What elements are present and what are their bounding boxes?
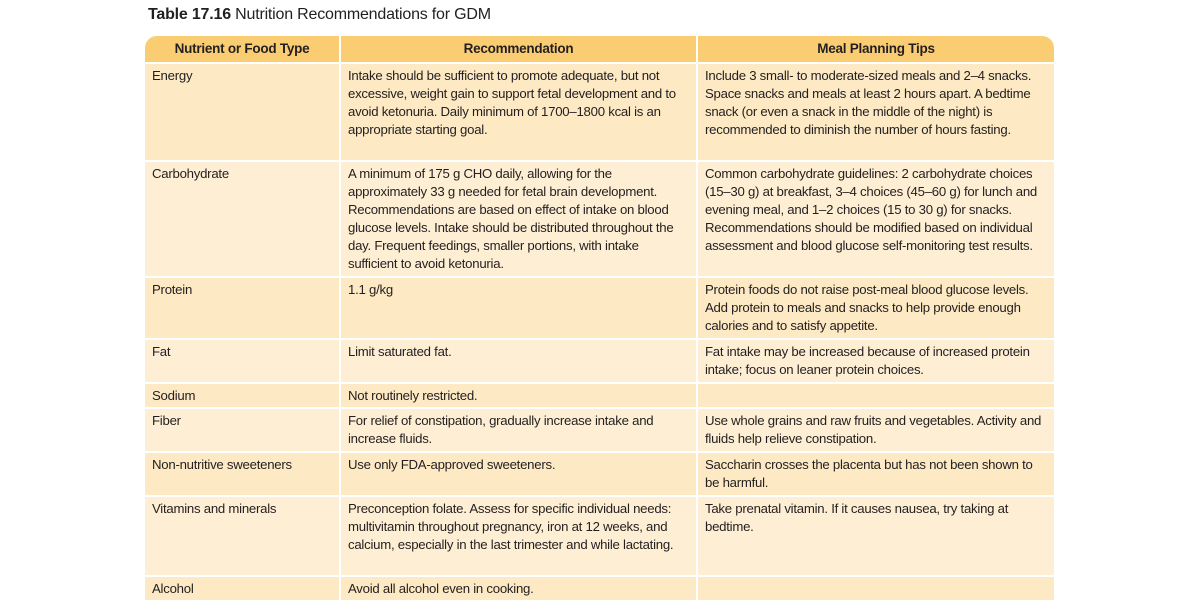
header-row bbox=[145, 36, 1054, 62]
table-row bbox=[145, 382, 1054, 407]
tips-cell: Saccharin crosses the placenta but has not been shown to be harmful. bbox=[698, 451, 1054, 495]
table-row bbox=[145, 495, 1054, 575]
nutrition-table bbox=[145, 36, 1054, 600]
nutrient-cell: Alcohol bbox=[145, 575, 341, 600]
column-header-nutrient: Nutrient or Food Type bbox=[145, 36, 341, 62]
recommendation-cell: Not routinely restricted. bbox=[341, 382, 698, 407]
recommendation-cell: A minimum of 175 g CHO daily, allowing for the approximately 33 g needed for fetal brain development. Recommendations are based on effect of intake on blood glucose levels. Intake should be distributed throughout the day. Frequent feedings, smaller portions, with intake sufficient to avoid ketonuria. bbox=[341, 160, 698, 276]
recommendation-cell: Use only FDA-approved sweeteners. bbox=[341, 451, 698, 495]
tips-cell: Use whole grains and raw fruits and vegetables. Activity and fluids help relieve constipation. bbox=[698, 407, 1054, 451]
tips-cell: Protein foods do not raise post-meal blood glucose levels. Add protein to meals and snacks to help provide enough calories and to satisfy appetite. bbox=[698, 276, 1054, 338]
table-row bbox=[145, 338, 1054, 382]
recommendation-cell: For relief of constipation, gradually increase intake and increase fluids. bbox=[341, 407, 698, 451]
table-row bbox=[145, 276, 1054, 338]
column-header-tips: Meal Planning Tips bbox=[698, 36, 1054, 62]
nutrient-cell: Sodium bbox=[145, 382, 341, 407]
table-row bbox=[145, 62, 1054, 160]
recommendation-cell: Avoid all alcohol even in cooking. bbox=[341, 575, 698, 600]
nutrient-cell: Fat bbox=[145, 338, 341, 382]
tips-cell: Common carbohydrate guidelines: 2 carbohydrate choices (15–30 g) at breakfast, 3–4 choices (45–60 g) for lunch and evening meal, and 1–2 choices (15 to 30 g) for snacks. Recommendations should be modified based on individual assessment and blood glucose self-monitoring test results. bbox=[698, 160, 1054, 276]
table-caption bbox=[148, 6, 491, 24]
nutrient-cell: Non-nutritive sweeteners bbox=[145, 451, 341, 495]
recommendation-cell: Preconception folate. Assess for specific individual needs: multivitamin throughout pregnancy, iron at 12 weeks, and calcium, especially in the last trimester and while lactating. bbox=[341, 495, 698, 575]
nutrient-cell: Energy bbox=[145, 62, 341, 160]
table-row bbox=[145, 160, 1054, 276]
recommendation-cell: Limit saturated fat. bbox=[341, 338, 698, 382]
table-number: Table 17.16 bbox=[148, 6, 231, 23]
nutrient-cell: Vitamins and minerals bbox=[145, 495, 341, 575]
recommendation-cell: Intake should be sufficient to promote adequate, but not excessive, weight gain to support fetal development and to avoid ketonuria. Daily minimum of 1700–1800 kcal is an appropriate starting goal. bbox=[341, 62, 698, 160]
tips-cell: Take prenatal vitamin. If it causes nausea, try taking at bedtime. bbox=[698, 495, 1054, 575]
table-row bbox=[145, 451, 1054, 495]
tips-cell: Include 3 small- to moderate-sized meals and 2–4 snacks. Space snacks and meals at least 2 hours apart. A bedtime snack (or even a snack in the middle of the night) is recommended to diminish the number of hours fasting. bbox=[698, 62, 1054, 160]
nutrient-cell: Fiber bbox=[145, 407, 341, 451]
table-row bbox=[145, 575, 1054, 600]
tips-cell bbox=[698, 382, 1054, 407]
tips-cell bbox=[698, 575, 1054, 600]
table-title: Nutrition Recommendations for GDM bbox=[235, 6, 491, 23]
column-header-recommendation: Recommendation bbox=[341, 36, 698, 62]
nutrient-cell: Carbohydrate bbox=[145, 160, 341, 276]
nutrient-cell: Protein bbox=[145, 276, 341, 338]
tips-cell: Fat intake may be increased because of increased protein intake; focus on leaner protein choices. bbox=[698, 338, 1054, 382]
recommendation-cell: 1.1 g/kg bbox=[341, 276, 698, 338]
table-row bbox=[145, 407, 1054, 451]
